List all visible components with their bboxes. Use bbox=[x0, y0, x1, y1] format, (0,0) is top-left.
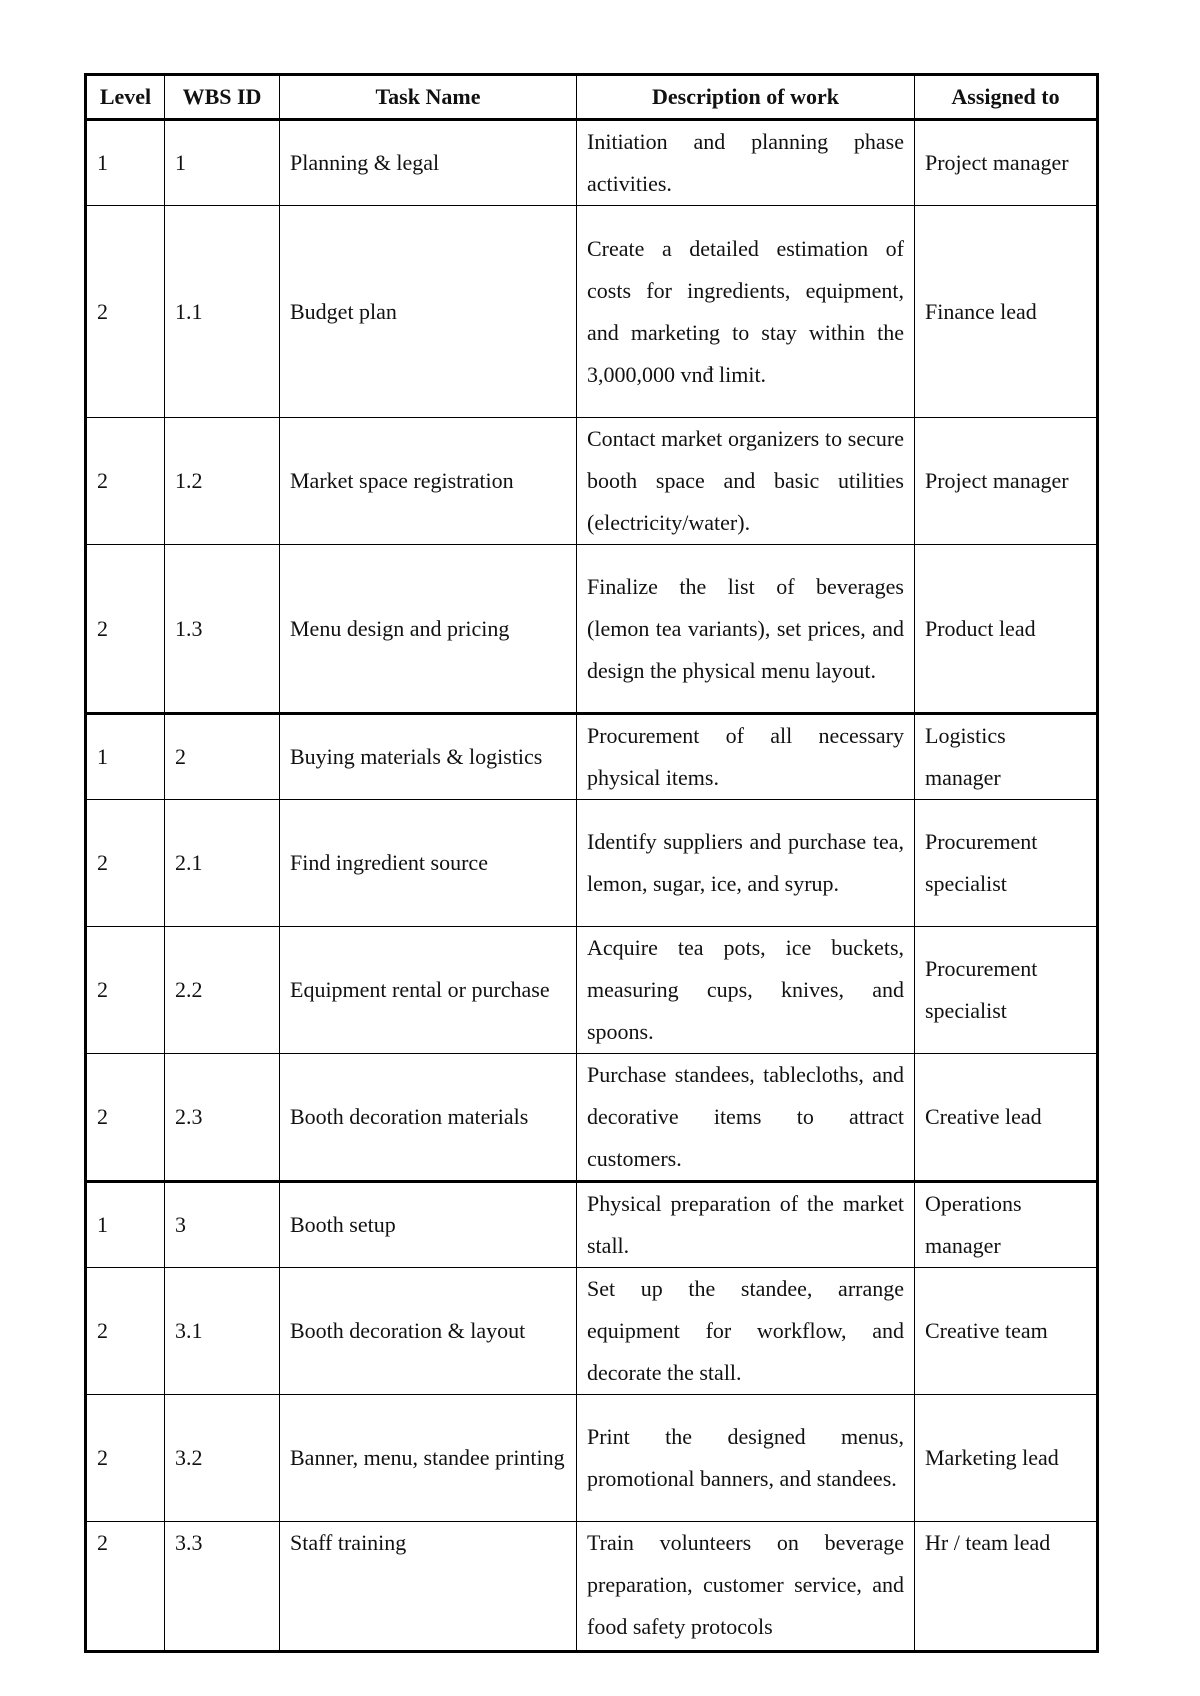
cell-description: Finalize the list of beverages (lemon tea variants), set prices, and design the physical menu layout. bbox=[577, 545, 915, 714]
table-row bbox=[86, 1395, 1098, 1522]
cell-description: Purchase standees, tablecloths, and decorative items to attract customers. bbox=[577, 1054, 915, 1182]
cell-assigned-to: Procurement specialist bbox=[915, 927, 1098, 1054]
cell-task-name: Banner, menu, standee printing bbox=[280, 1395, 577, 1522]
cell-description bbox=[577, 1522, 915, 1652]
cell-assigned-to: Operations manager bbox=[915, 1182, 1098, 1268]
cell-assigned-to: Product lead bbox=[915, 545, 1098, 714]
table-row bbox=[86, 206, 1098, 418]
cell-level: 2 bbox=[86, 1522, 165, 1652]
cell-level: 2 bbox=[86, 927, 165, 1054]
cell-description: Set up the standee, arrange equipment for workflow, and decorate the stall. bbox=[577, 1268, 915, 1395]
cell-level: 1 bbox=[86, 714, 165, 800]
table-row bbox=[86, 1522, 1098, 1652]
cell-task-name: Find ingredient source bbox=[280, 800, 577, 927]
cell-level: 2 bbox=[86, 206, 165, 418]
cell-level: 2 bbox=[86, 800, 165, 927]
cell-assigned-to: Project manager bbox=[915, 120, 1098, 206]
cell-assigned-to: Finance lead bbox=[915, 206, 1098, 418]
cell-assigned-to: Creative lead bbox=[915, 1054, 1098, 1182]
cell-level: 2 bbox=[86, 545, 165, 714]
table-row bbox=[86, 1182, 1098, 1268]
cell-description: Print the designed menus, promotional banners, and standees. bbox=[577, 1395, 915, 1522]
cell-level: 1 bbox=[86, 1182, 165, 1268]
table-row bbox=[86, 1054, 1098, 1182]
cell-level: 2 bbox=[86, 1395, 165, 1522]
cell-wbs-id: 2.2 bbox=[165, 927, 280, 1054]
table-row bbox=[86, 545, 1098, 714]
cell-task-name: Booth decoration materials bbox=[280, 1054, 577, 1182]
cell-task-name: Market space registration bbox=[280, 418, 577, 545]
header-level: Level bbox=[86, 75, 165, 120]
cell-wbs-id: 2 bbox=[165, 714, 280, 800]
cell-description: Physical preparation of the market stall. bbox=[577, 1182, 915, 1268]
header-assigned-to: Assigned to bbox=[915, 75, 1098, 120]
cell-wbs-id: 1.1 bbox=[165, 206, 280, 418]
cell-wbs-id: 1.2 bbox=[165, 418, 280, 545]
cell-assigned-to: Marketing lead bbox=[915, 1395, 1098, 1522]
cell-task-name: Buying materials & logistics bbox=[280, 714, 577, 800]
table-row bbox=[86, 120, 1098, 206]
cell-description: Identify suppliers and purchase tea, lemon, sugar, ice, and syrup. bbox=[577, 800, 915, 927]
header-description: Description of work bbox=[577, 75, 915, 120]
cell-level: 2 bbox=[86, 418, 165, 545]
cell-assigned-to: Procurement specialist bbox=[915, 800, 1098, 927]
table-row bbox=[86, 714, 1098, 800]
cell-level: 2 bbox=[86, 1268, 165, 1395]
cell-wbs-id: 3.3 bbox=[165, 1522, 280, 1652]
cell-wbs-id: 3 bbox=[165, 1182, 280, 1268]
cell-task-name: Staff training bbox=[280, 1522, 577, 1652]
cell-description: Contact market organizers to secure booth space and basic utilities (electricity/water). bbox=[577, 418, 915, 545]
cell-assigned-to: Logistics manager bbox=[915, 714, 1098, 800]
cell-task-name: Booth decoration & layout bbox=[280, 1268, 577, 1395]
cell-task-name: Budget plan bbox=[280, 206, 577, 418]
table-row bbox=[86, 800, 1098, 927]
table-row bbox=[86, 418, 1098, 545]
table-row bbox=[86, 927, 1098, 1054]
table-header-row bbox=[86, 75, 1098, 120]
cell-task-name: Booth setup bbox=[280, 1182, 577, 1268]
cell-assigned-to: Creative team bbox=[915, 1268, 1098, 1395]
cell-wbs-id: 2.3 bbox=[165, 1054, 280, 1182]
cell-description: Acquire tea pots, ice buckets, measuring cups, knives, and spoons. bbox=[577, 927, 915, 1054]
cell-wbs-id: 2.1 bbox=[165, 800, 280, 927]
cell-task-name: Menu design and pricing bbox=[280, 545, 577, 714]
header-task-name: Task Name bbox=[280, 75, 577, 120]
cell-wbs-id: 3.2 bbox=[165, 1395, 280, 1522]
wbs-table bbox=[84, 73, 1099, 1653]
cell-level: 1 bbox=[86, 120, 165, 206]
cell-assigned-to: Hr / team lead bbox=[915, 1522, 1098, 1652]
cell-task-name: Equipment rental or purchase bbox=[280, 927, 577, 1054]
header-wbs-id: WBS ID bbox=[165, 75, 280, 120]
cell-task-name: Planning & legal bbox=[280, 120, 577, 206]
cell-wbs-id: 3.1 bbox=[165, 1268, 280, 1395]
cell-wbs-id: 1.3 bbox=[165, 545, 280, 714]
cell-description: Create a detailed estimation of costs for ingredients, equipment, and marketing to stay within the 3,000,000 vnđ limit. bbox=[577, 206, 915, 418]
cell-wbs-id: 1 bbox=[165, 120, 280, 206]
cell-description: Initiation and planning phase activities. bbox=[577, 120, 915, 206]
table-row bbox=[86, 1268, 1098, 1395]
cell-assigned-to: Project manager bbox=[915, 418, 1098, 545]
cell-description-text: Train volunteers on beverage preparation, customer service, and food safety protocols bbox=[587, 1530, 904, 1639]
cell-level: 2 bbox=[86, 1054, 165, 1182]
cell-description: Procurement of all necessary physical items. bbox=[577, 714, 915, 800]
